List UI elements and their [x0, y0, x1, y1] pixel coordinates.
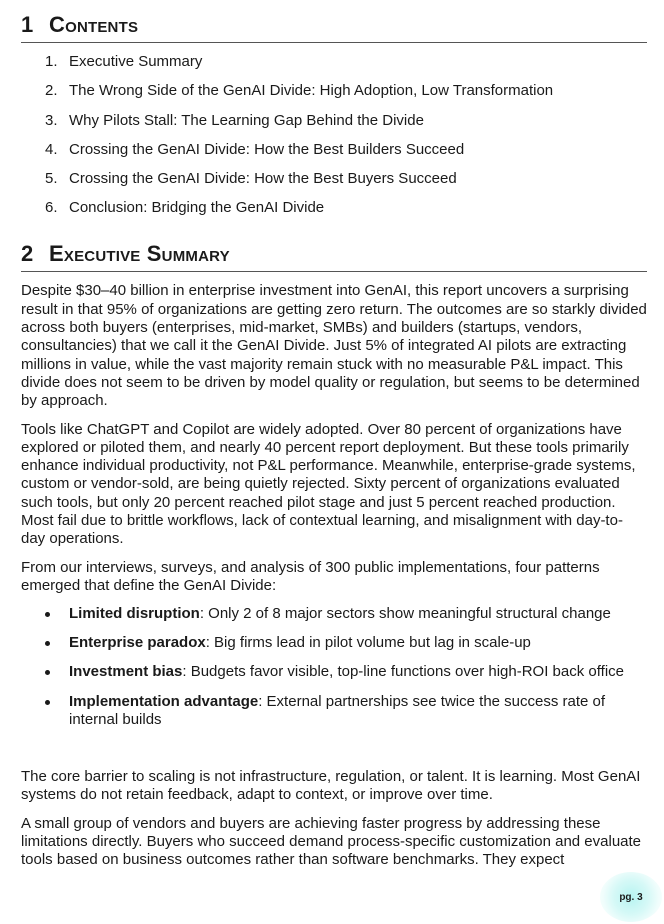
- bullet-text: : Big firms lead in pilot volume but lag in scale-up: [205, 634, 531, 652]
- page-number-badge: [600, 872, 662, 922]
- toc-item-label: Why Pilots Stall: The Learning Gap Behind the Divide: [69, 111, 424, 129]
- bullet-term: Implementation advantage: [69, 692, 259, 710]
- contents-section-title: Contents: [49, 12, 139, 37]
- toc-item-number: 2.: [45, 82, 58, 100]
- spacer: [21, 740, 647, 758]
- bullet-icon: [21, 663, 69, 681]
- patterns-list: [21, 605, 647, 729]
- toc-item[interactable]: [21, 170, 647, 188]
- page-number: pg. 3: [619, 891, 643, 903]
- summary-paragraph-1: Despite $30–40 billion in enterprise investment into GenAI, this report uncovers a surprising result in that 95% of organizations are getting zero return. The outcomes are so starkly divided across both buyers (enterprises, mid-market, SMBs) and builders (startups, vendors, consultancies) that we call it the GenAI Divide. Just 5% of integrated AI pilots are extracting millions in value, while the vast majority remain stuck with no measurable P&L impact. This divide does not seem to be driven by model quality or regulation, but seems to be determined by approach.: [21, 282, 647, 410]
- toc-item-number: 4.: [45, 140, 58, 158]
- toc-item[interactable]: [21, 82, 647, 100]
- toc-item[interactable]: [21, 199, 647, 217]
- toc-item-label: Crossing the GenAI Divide: How the Best Buyers Succeed: [69, 170, 457, 188]
- toc-item-number: 1.: [45, 53, 58, 70]
- toc-item-label: Crossing the GenAI Divide: How the Best Builders Succeed: [69, 140, 465, 158]
- summary-paragraph-4: The core barrier to scaling is not infrastructure, regulation, or talent. It is learning. Most GenAI systems do not retain feedback, adapt to context, or improve over time.: [21, 767, 641, 804]
- toc-item[interactable]: [21, 112, 647, 130]
- summary-paragraph-3: From our interviews, surveys, and analysis of 300 public implementations, four patterns emerged that define the GenAI Divide:: [21, 558, 600, 594]
- list-item: [21, 663, 647, 681]
- toc-item[interactable]: [21, 53, 647, 71]
- summary-section-number: 2: [21, 241, 34, 267]
- bullet-text: : Only 2 of 8 major sectors show meaningful structural change: [199, 605, 611, 623]
- toc-item-label: The Wrong Side of the GenAI Divide: High Adoption, Low Transformation: [69, 82, 554, 100]
- bullet-text: : Budgets favor visible, top-line functions over high-ROI back office: [182, 663, 624, 681]
- toc-item-number: 6.: [45, 199, 58, 217]
- bullet-term: Enterprise paradox: [69, 634, 206, 652]
- list-item: [21, 634, 647, 652]
- summary-paragraph-2: Tools like ChatGPT and Copilot are widely adopted. Over 80 percent of organizations have explored or piloted them, and nearly 40 percent report deployment. But these tools primarily enhance individual productivity, not P&L performance. Meanwhile, enterprise-grade systems, custom or vendor-sold, are being quietly rejected. Sixty percent of organizations evaluated such tools, but only 20 percent reached pilot stage and just 5 percent reached production. Most fail due to brittle workflows, lack of contextual learning, and misalignment with day-to-day operations.: [21, 420, 636, 548]
- document-page: [21, 12, 647, 869]
- contents-heading: [21, 12, 647, 43]
- table-of-contents: [21, 53, 647, 217]
- bullet-icon: [21, 605, 69, 623]
- toc-item-label: Executive Summary: [69, 53, 203, 70]
- toc-item-number: 5.: [45, 170, 58, 188]
- executive-summary-heading: [21, 241, 647, 272]
- bullet-term: Investment bias: [69, 663, 183, 681]
- toc-item[interactable]: [21, 141, 647, 159]
- bullet-text: : External partnerships see twice the success rate of internal builds: [69, 692, 606, 728]
- bullet-icon: [21, 693, 69, 730]
- contents-section-number: 1: [21, 12, 34, 37]
- toc-item-number: 3.: [45, 111, 58, 129]
- summary-section-title: Executive Summary: [49, 241, 230, 267]
- bullet-icon: [21, 634, 69, 652]
- bullet-term: Limited disruption: [69, 605, 200, 623]
- list-item: [21, 605, 647, 623]
- toc-item-label: Conclusion: Bridging the GenAI Divide: [69, 199, 325, 217]
- summary-paragraph-5: A small group of vendors and buyers are achieving faster progress by addressing these limitations directly. Buyers who succeed demand process-specific customization and evaluate tools based on business outcomes rather than software benchmarks. They expect: [21, 814, 642, 869]
- list-item: [21, 693, 647, 730]
